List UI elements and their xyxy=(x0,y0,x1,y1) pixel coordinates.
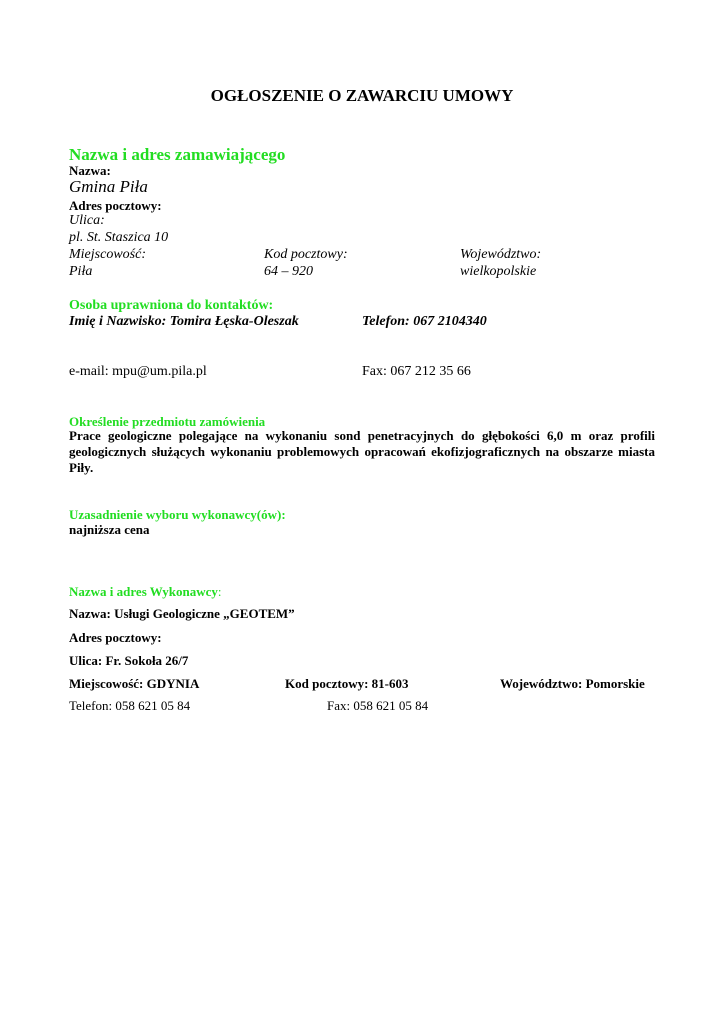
section-header-zamawiajacy: Nazwa i adres zamawiającego xyxy=(69,145,286,164)
wykonawca-header-colon: : xyxy=(217,584,222,599)
wykonawca-header-text: Nazwa i adres Wykonawcy xyxy=(69,584,218,599)
wykonawca-ulica: Ulica: Fr. Sokoła 26/7 xyxy=(69,653,189,668)
wykonawca-kod: Kod pocztowy: 81-603 xyxy=(285,676,409,691)
wojewodztwo-value: wielkopolskie xyxy=(460,264,537,279)
przedmiot-text: Prace geologiczne polegające na wykonaniu sond penetracyjnych do głębokości 6,0 m oraz profili geologicznych służących wykonaniu problemowych opracowań ekofizjograficznych na obszarze miasta Piły. xyxy=(69,428,655,475)
wykonawca-telefon: Telefon: 058 621 05 84 xyxy=(69,698,191,713)
ulica-value: pl. St. Staszica 10 xyxy=(69,230,169,245)
nazwa-label: Nazwa: xyxy=(69,163,111,178)
wykonawca-adres: Adres pocztowy: xyxy=(69,630,162,645)
kod-label: Kod pocztowy: xyxy=(264,247,348,262)
uzasadnienie-text: najniższa cena xyxy=(69,522,150,537)
section-header-kontakt: Osoba uprawniona do kontaktów: xyxy=(69,298,274,313)
wykonawca-miejscowosc: Miejscowość: GDYNIA xyxy=(69,676,200,691)
section-header-uzasadnienie: Uzasadnienie wyboru wykonawcy(ów): xyxy=(69,507,286,522)
page-title: OGŁOSZENIE O ZAWARCIU UMOWY xyxy=(210,86,514,105)
kod-value: 64 – 920 xyxy=(264,264,313,279)
wykonawca-nazwa: Nazwa: Usługi Geologiczne „GEOTEM” xyxy=(69,606,295,621)
kontakt-email: e-mail: mpu@um.pila.pl xyxy=(69,364,207,379)
wykonawca-wojewodztwo: Województwo: Pomorskie xyxy=(500,676,645,691)
kontakt-telefon: Telefon: 067 2104340 xyxy=(362,314,487,329)
kontakt-imie: Imię i Nazwisko: Tomira Łęska-Oleszak xyxy=(69,314,299,329)
nazwa-value: Gmina Piła xyxy=(69,177,148,196)
section-header-wykonawca xyxy=(69,584,222,600)
wykonawca-fax: Fax: 058 621 05 84 xyxy=(327,698,429,713)
section-header-przedmiot: Określenie przedmiotu zamówienia xyxy=(69,414,266,429)
ulica-label: Ulica: xyxy=(69,213,105,228)
kontakt-fax: Fax: 067 212 35 66 xyxy=(362,364,471,379)
wojewodztwo-label: Województwo: xyxy=(460,247,542,262)
adres-label: Adres pocztowy: xyxy=(69,198,162,213)
miejscowosc-label: Miejscowość: xyxy=(69,247,146,262)
miejscowosc-value: Piła xyxy=(69,264,93,279)
